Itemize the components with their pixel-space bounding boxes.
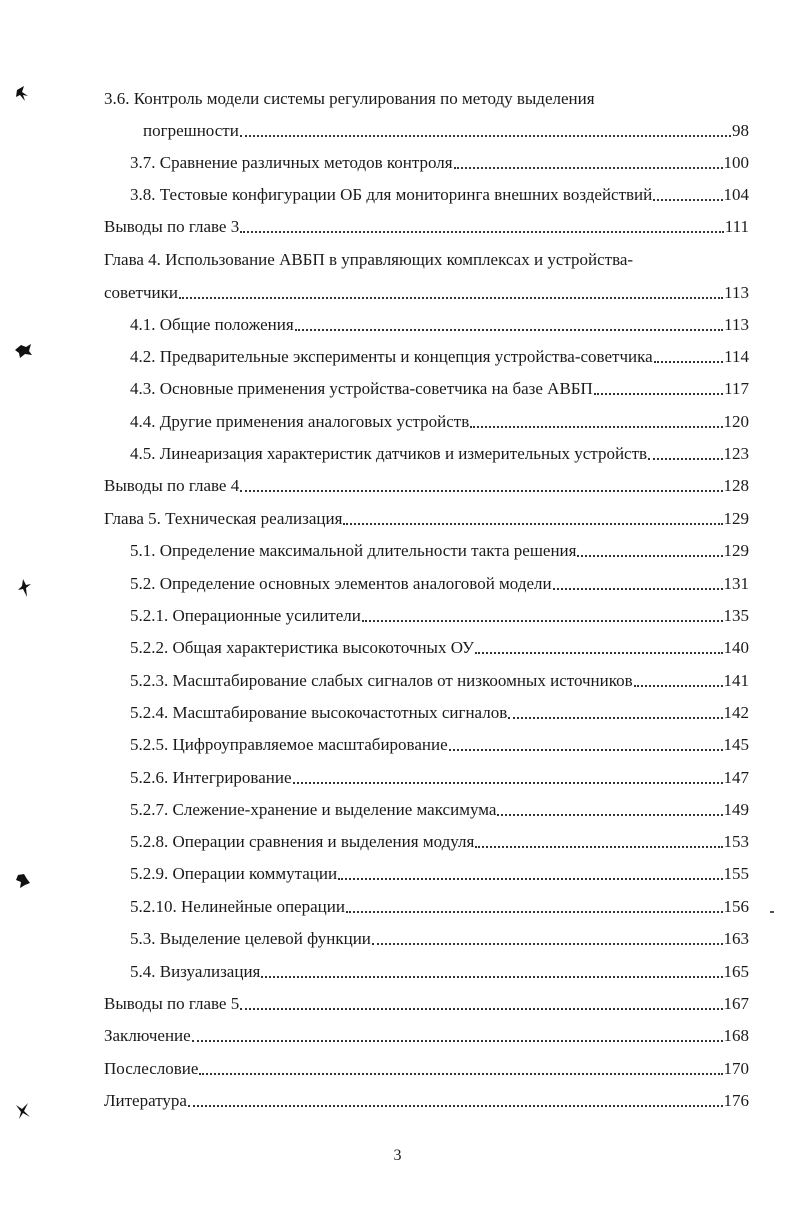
toc-entry-4-3 bbox=[130, 378, 749, 400]
toc-entry-3-6-cont: погрешности bbox=[143, 121, 239, 140]
toc-title: 5.2.7. Слежение-хранение и выделение максимума bbox=[130, 800, 497, 819]
dot-leader bbox=[188, 1105, 723, 1107]
toc-title: 4.1. Общие положения bbox=[130, 315, 294, 334]
toc-page: 98 bbox=[732, 121, 749, 140]
dot-leader bbox=[261, 976, 722, 978]
toc-entry-5-2-6 bbox=[130, 767, 749, 789]
toc-entry-3-7 bbox=[130, 152, 749, 174]
dot-leader bbox=[240, 231, 724, 233]
toc-page: 117 bbox=[724, 379, 749, 398]
dot-leader bbox=[654, 361, 723, 363]
toc-page: 156 bbox=[723, 897, 749, 916]
dot-leader bbox=[508, 717, 722, 719]
toc-title: Заключение bbox=[104, 1026, 191, 1045]
toc-title: 5.2.5. Цифроуправляемое масштабирование bbox=[130, 735, 448, 754]
dot-leader bbox=[594, 393, 723, 395]
toc-title: Литература bbox=[104, 1091, 187, 1110]
toc-title: 3.8. Тестовые конфигурации ОБ для мониторинга внешних воздействий bbox=[130, 185, 653, 204]
dot-leader bbox=[240, 135, 731, 137]
toc-title: 5.2.1. Операционные усилители bbox=[130, 606, 361, 625]
toc-entry-chapter-4-cont: советчики bbox=[104, 283, 178, 302]
toc-title: 5.2.4. Масштабирование высокочастотных сигналов bbox=[130, 703, 508, 722]
toc-page: 141 bbox=[723, 671, 749, 690]
toc-title: 5.2.8. Операции сравнения и выделения модуля bbox=[130, 832, 475, 851]
toc-page: 140 bbox=[723, 638, 749, 657]
toc-entry-3-8 bbox=[130, 184, 749, 206]
toc-entry-references bbox=[104, 1090, 749, 1112]
toc-page: 145 bbox=[723, 735, 749, 754]
toc-entry-chapter-4 bbox=[104, 282, 749, 304]
toc-entry-5-2-3 bbox=[130, 670, 749, 692]
dot-leader bbox=[634, 685, 723, 687]
toc-entry-conclusions-5 bbox=[104, 993, 749, 1015]
toc-page: 142 bbox=[723, 703, 749, 722]
toc-entry-5-2-7 bbox=[130, 799, 749, 821]
toc-title: Глава 5. Техническая реализация bbox=[104, 509, 343, 528]
toc-title: 5.2.6. Интегрирование bbox=[130, 768, 292, 787]
toc-page: 155 bbox=[723, 864, 749, 883]
toc-page: 113 bbox=[724, 283, 749, 302]
toc-page: 131 bbox=[723, 574, 749, 593]
toc-page: 147 bbox=[723, 768, 749, 787]
toc-page: 100 bbox=[723, 153, 749, 172]
dot-leader bbox=[346, 911, 723, 913]
toc-title: Выводы по главе 4 bbox=[104, 476, 240, 495]
toc-title: 5.2. Определение основных элементов аналоговой модели bbox=[130, 574, 552, 593]
toc-page: 167 bbox=[723, 994, 749, 1013]
dot-leader bbox=[343, 523, 722, 525]
dot-leader bbox=[577, 555, 722, 557]
toc-entry-conclusions-4 bbox=[104, 475, 749, 497]
toc-page: 129 bbox=[723, 541, 749, 560]
toc-page: 120 bbox=[723, 412, 749, 431]
dot-leader bbox=[553, 588, 723, 590]
dot-leader bbox=[497, 814, 722, 816]
toc-page: 123 bbox=[723, 444, 749, 463]
toc-title: 4.2. Предварительные эксперименты и концепция устройства-советчика bbox=[130, 347, 653, 366]
ink-mark-icon bbox=[14, 84, 34, 104]
toc-page: 165 bbox=[723, 962, 749, 981]
toc-entry-5-2-1 bbox=[130, 605, 749, 627]
toc-entry-5-3 bbox=[130, 928, 749, 950]
dot-leader bbox=[199, 1073, 722, 1075]
toc-entry-3-6 bbox=[143, 120, 749, 142]
toc-title: 4.3. Основные применения устройства-советчика на базе АВБП bbox=[130, 379, 593, 398]
dot-leader bbox=[362, 620, 723, 622]
toc-entry-4-1 bbox=[130, 314, 749, 336]
toc-page: 104 bbox=[723, 185, 749, 204]
toc-page: 176 bbox=[723, 1091, 749, 1110]
toc-entry-5-2-10 bbox=[130, 896, 749, 918]
toc-entry-5-2-4 bbox=[130, 702, 749, 724]
dot-leader bbox=[372, 943, 723, 945]
ink-mark-icon bbox=[14, 578, 34, 598]
toc-title: 5.2.3. Масштабирование слабых сигналов от низкоомных источников bbox=[130, 671, 633, 690]
dot-leader bbox=[338, 878, 722, 880]
toc-entry-5-2-2 bbox=[130, 637, 749, 659]
dot-leader bbox=[648, 458, 722, 460]
dot-leader bbox=[240, 490, 722, 492]
toc-title: 4.4. Другие применения аналоговых устройств bbox=[130, 412, 470, 431]
toc-entry-5-1 bbox=[130, 540, 749, 562]
toc-title: Выводы по главе 3 bbox=[104, 217, 240, 236]
dot-leader bbox=[192, 1040, 723, 1042]
toc-page: 168 bbox=[723, 1026, 749, 1045]
toc-page: 111 bbox=[724, 217, 749, 236]
toc-title: 5.2.10. Нелинейные операции bbox=[130, 897, 345, 916]
toc-page: 113 bbox=[724, 315, 749, 334]
toc-title: 4.5. Линеаризация характеристик датчиков и измерительных устройств bbox=[130, 444, 648, 463]
ink-mark-icon bbox=[14, 871, 34, 891]
ink-mark-icon bbox=[14, 1101, 34, 1121]
toc-title: 5.2.9. Операции коммутации bbox=[130, 864, 338, 883]
dot-leader bbox=[295, 329, 723, 331]
toc-entry-5-4 bbox=[130, 961, 749, 983]
dot-leader bbox=[449, 749, 723, 751]
dot-leader bbox=[240, 1008, 722, 1010]
toc-page: 135 bbox=[723, 606, 749, 625]
toc-entry-conclusion bbox=[104, 1025, 749, 1047]
dot-leader bbox=[470, 426, 722, 428]
toc-page: 114 bbox=[724, 347, 749, 366]
toc-entry-afterword bbox=[104, 1058, 749, 1080]
toc-title: 5.4. Визуализация bbox=[130, 962, 261, 981]
toc-entry-chapter-4-title: Глава 4. Использование АВБП в управляющих комплексах и устройства- bbox=[104, 250, 634, 269]
toc-page: 163 bbox=[723, 929, 749, 948]
toc-entry-5-2-8 bbox=[130, 831, 749, 853]
stray-mark bbox=[770, 911, 774, 913]
dot-leader bbox=[179, 297, 723, 299]
dot-leader bbox=[454, 167, 723, 169]
toc-page: 128 bbox=[723, 476, 749, 495]
toc-title: Послесловие bbox=[104, 1059, 199, 1078]
toc-page: 149 bbox=[723, 800, 749, 819]
toc-entry-4-4 bbox=[130, 411, 749, 433]
toc-entry-3-6-title: 3.6. Контроль модели системы регулирования по методу выделения bbox=[104, 89, 595, 108]
toc-page: 129 bbox=[723, 509, 749, 528]
toc-entry-conclusions-3 bbox=[104, 216, 749, 238]
toc-entry-chapter-5 bbox=[104, 508, 749, 530]
dot-leader bbox=[653, 199, 722, 201]
toc-entry-5-2-9 bbox=[130, 863, 749, 885]
dot-leader bbox=[475, 652, 722, 654]
toc-title: Выводы по главе 5 bbox=[104, 994, 240, 1013]
toc-entry-4-2 bbox=[130, 346, 749, 368]
toc-title: 5.1. Определение максимальной длительности такта решения bbox=[130, 541, 577, 560]
toc-entry-4-5 bbox=[130, 443, 749, 465]
ink-mark-icon bbox=[14, 341, 34, 361]
page-number: 3 bbox=[393, 1147, 402, 1164]
toc-page: 170 bbox=[723, 1059, 749, 1078]
dot-leader bbox=[475, 846, 722, 848]
toc-title: 5.2.2. Общая характеристика высокоточных ОУ bbox=[130, 638, 475, 657]
toc-page: 153 bbox=[723, 832, 749, 851]
toc-title: 3.7. Сравнение различных методов контроля bbox=[130, 153, 453, 172]
toc-entry-5-2-5 bbox=[130, 734, 749, 756]
toc-entry-5-2 bbox=[130, 573, 749, 595]
dot-leader bbox=[293, 782, 723, 784]
toc-title: 5.3. Выделение целевой функции bbox=[130, 929, 371, 948]
